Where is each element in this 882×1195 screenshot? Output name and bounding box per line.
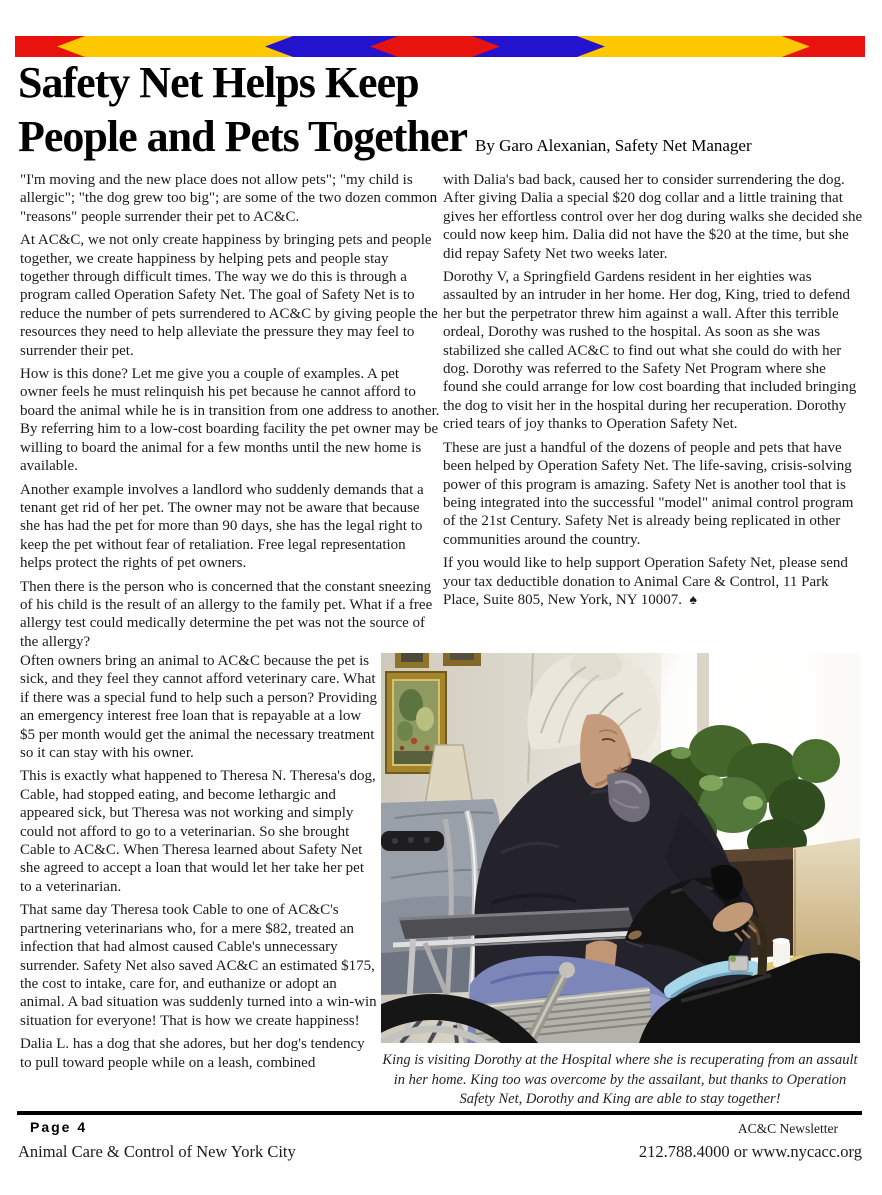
title-line-2: People and Pets Together [18,112,467,161]
paragraph: with Dalia's bad back, caused her to consider surrendering the dog. After giving Dalia a special $20 dog collar and a little training that gives her effortless control over her dog during walks she decided she could now keep him. Dalia did not have the $20 at the time, but she did repay Safety Net two weeks later. [443,172,863,262]
contact-info: 212.788.4000 or www.nycacc.org [638,1142,862,1161]
newsletter-label: AC&C Newsletter [737,1121,838,1136]
paragraph: Often owners bring an animal to AC&C because the pet is sick, and they feel they cannot afford veterinary care. What if there was a special fund to help such a person? Providing an emergency interest free loan that is repayable at a low $5 per month would get the animal the necessary treatment so it can stay with his owner. [20,653,377,762]
paragraph: How is this done? Let me give you a couple of examples. A pet owner feels he must relinquish his pet because he cannot afford to board the animal while he is in transition from one address to another. By referring him to a low-cost boarding facility the pet owner may be willing to board the animal for a few months until the new home is available. [20,366,440,475]
paragraph: Another example involves a landlord who suddenly demands that a tenant get rid of her pet. The owner may not be aware that because she has had the pet for more than 90 days, she has the legal right to keep the pet without fear of retaliation. Free legal representation helps protect the rights of pet owners. [20,481,424,572]
paragraph: Dorothy V, a Springfield Gardens resident in her eighties was assaulted by an intruder in her home. Her dog, King, tried to defend her but the perpetrator threw him against a wall. After this terrible ordeal, Dorothy was rushed to the hospital. As soon as she was stabilized she called AC&C to find out what she could do with her dog. Dorothy was referred to the Safety Net Program where she found she could arrange for low cost boarding that included bringing the dog to visit her in the hospital during her recuperation. Dorothy cried tears of joy thanks to Operation Safety Net. [443,269,857,433]
paragraph: This is exactly what happened to Theresa N. Theresa's dog, Cable, had stopped eating, and become lethargic and appeared sick, but Theresa was not working and simply could not afford to go to a veterinarian. So she brought Cable to AC&C. When Theresa learned about Safety Net she agreed to accept a loan that would let her take her pet to a veterinarian. [20,768,376,895]
photo-dorothy-and-king [381,653,860,1043]
photo-caption: King is visiting Dorothy at the Hospital where she is recuperating from an assault in her home. King too was overcome by the assailant, but thanks to Operation Safety Net, Dorothy and King are able to stay together! [382,1052,858,1107]
decorative-band [15,36,865,57]
footer-divider [17,1111,862,1115]
paragraph: Dalia L. has a dog that she adores, but her dog's tendency to pull toward people while on a leash, combined [20,1036,365,1071]
organization-name: Animal Care & Control of New York City [18,1142,296,1161]
paragraph: Then there is the person who is concerned that the constant sneezing of his child is the result of an allergy to the family pet. What if a free allergy test could medically determine the pet was not the source of the allergy? [20,578,433,650]
article-title [18,56,752,173]
paragraph: These are just a handful of the dozens of people and pets that have been helped by Operation Safety Net. The life-saving, crisis-solving power of this program is amazing. Safety Net is another tool that is being integrated into the successful "model" animal control program of the 21st Century. Safety Net is already being replicated in other communities around the country. [443,439,854,548]
photo-illustration [381,653,860,1043]
white-cup [773,938,791,967]
paragraph: At AC&C, we not only create happiness by bringing pets and people together, we create happiness by helping pets and people stay together through difficult times. The way we do this is through a program called Operation Safety Net. The goal of Safety Net is to reduce the number of pets surrendered to AC&C by giving people the resources they need to help alleviate the pressure they may feel to surrender their pet. [20,232,438,359]
right-column [443,171,863,615]
left-column [20,171,440,656]
paragraph: That same day Theresa took Cable to one of AC&C's partnering veterinarians who, for a mere $82, treated an infection that had almost caused Cable's unnecessary surrender. Safety Net also saved AC&C an estimated $175, the cost to intake, care for, and euthanize or adopt an animal. A bad situation was suddenly turned into a win-win situation for everyone! That is how we create happiness! [20,902,377,1029]
spade-end-mark: ♠ [689,592,697,608]
paragraph: If you would like to help support Operation Safety Net, please send your tax deductible donation to Animal Care & Control, 11 Park Place, Suite 805, New York, NY 10007. ♠ [443,555,848,608]
byline: By Garo Alexanian, Safety Net Manager [474,136,752,155]
page-number: Page 4 [30,1119,88,1135]
paragraph: "I'm moving and the new place does not allow pets"; "my child is allergic"; "the dog grew too big"; are some of the two dozen common "reasons" people surrender their pet to AC&C. [20,172,438,225]
title-line-1: Safety Net Helps Keep [18,58,419,107]
left-column-narrow [20,652,378,1077]
